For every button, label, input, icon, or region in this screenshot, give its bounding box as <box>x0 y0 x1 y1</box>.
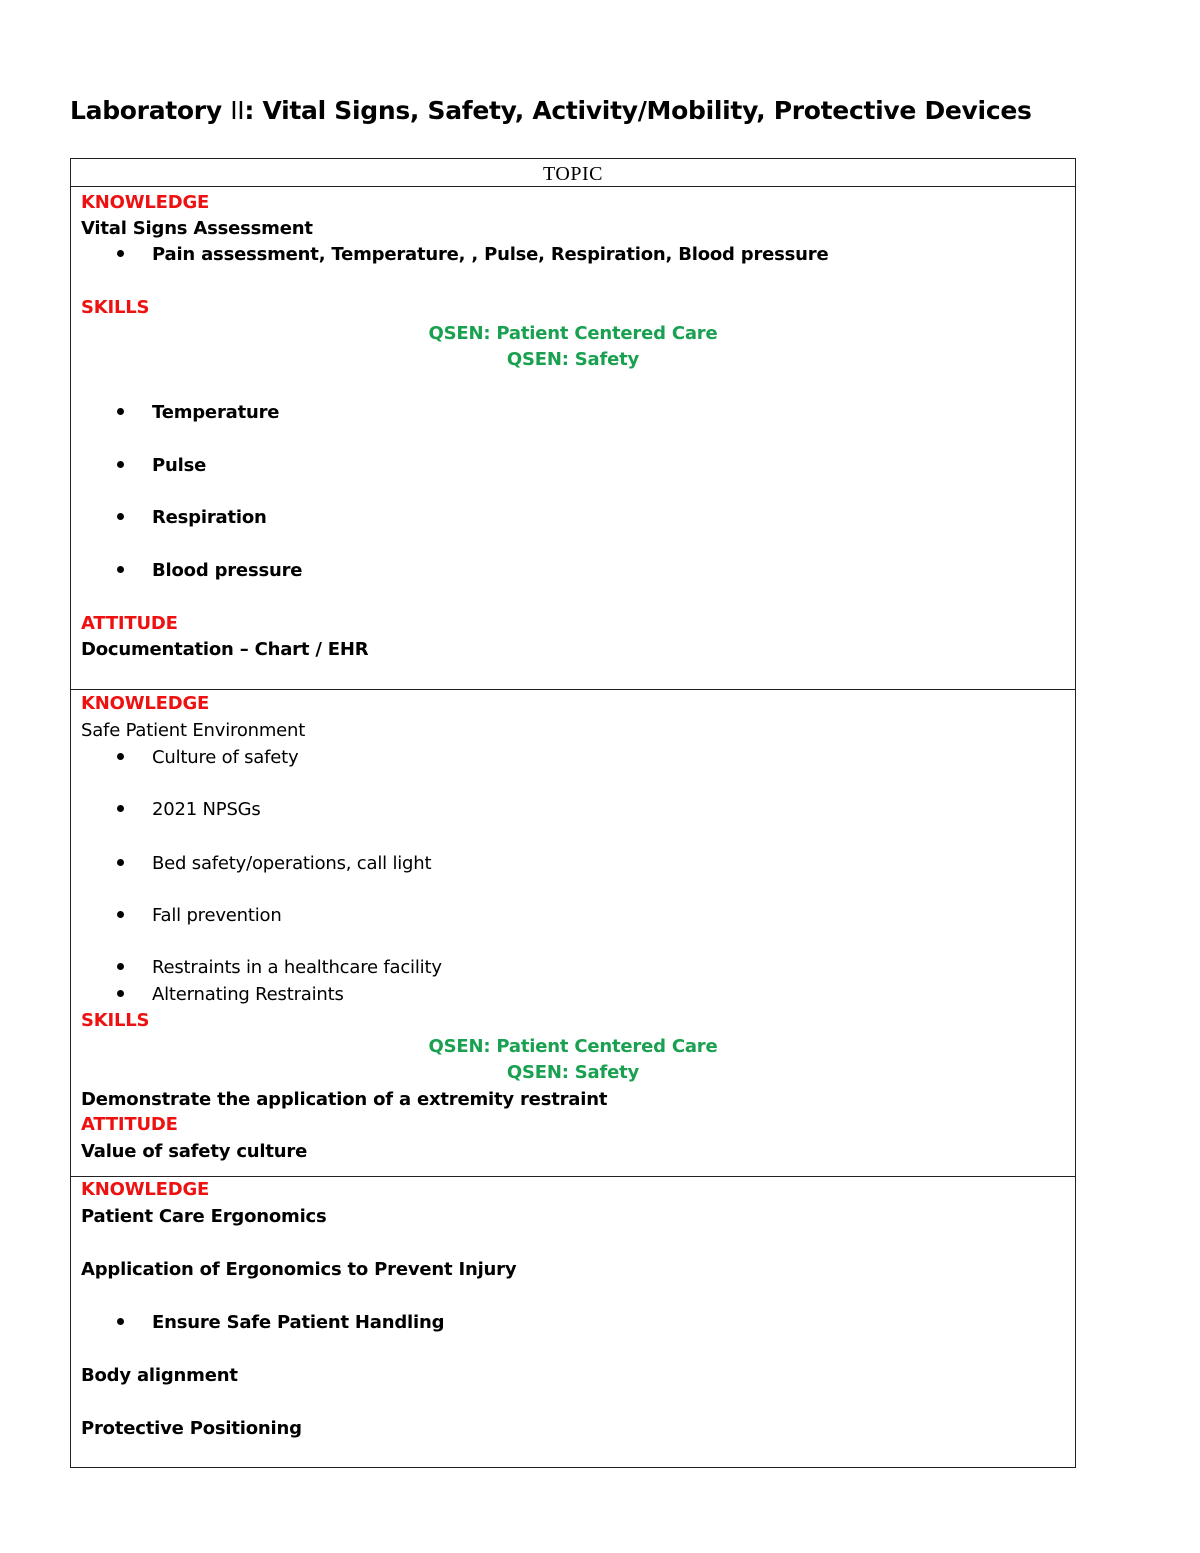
bullet-icon <box>117 566 124 573</box>
table-row-safety <box>71 689 1075 1176</box>
knowledge-bullet: Restraints in a healthcare facility <box>117 956 442 980</box>
knowledge-label: KNOWLEDGE <box>81 1179 210 1200</box>
bullet-icon <box>117 250 124 257</box>
bullet-icon <box>117 513 124 520</box>
protective-positioning-text: Protective Positioning <box>81 1418 302 1439</box>
knowledge-heading: Safe Patient Environment <box>81 720 306 741</box>
skills-bullet: Blood pressure <box>117 559 302 583</box>
bullet-icon <box>117 461 124 468</box>
title-prefix: Laboratory <box>70 96 231 125</box>
skills-label: SKILLS <box>81 1010 150 1031</box>
skills-bullet: Pulse <box>117 454 206 478</box>
bullet-icon <box>117 963 124 970</box>
skills-text: Demonstrate the application of a extremity restraint <box>81 1089 608 1110</box>
skills-bullet: Respiration <box>117 506 267 530</box>
body-alignment-text: Body alignment <box>81 1365 238 1386</box>
knowledge-heading: Vital Signs Assessment <box>81 218 313 239</box>
title-roman-numeral: II <box>230 96 245 125</box>
knowledge-bullet: 2021 NPSGs <box>117 798 261 822</box>
knowledge-bullet: Ensure Safe Patient Handling <box>117 1311 444 1335</box>
table-row-ergonomics <box>71 1176 1075 1467</box>
bullet-icon <box>117 1318 124 1325</box>
knowledge-label: KNOWLEDGE <box>81 192 210 213</box>
bullet-icon <box>117 911 124 918</box>
bullet-icon <box>117 859 124 866</box>
qsen-safety: QSEN: Safety <box>506 349 640 370</box>
attitude-text: Value of safety culture <box>81 1141 308 1162</box>
knowledge-heading: Patient Care Ergonomics <box>81 1206 327 1227</box>
qsen-safety: QSEN: Safety <box>506 1062 640 1083</box>
skills-label: SKILLS <box>81 297 150 318</box>
attitude-text: Documentation – Chart / EHR <box>81 639 369 660</box>
title-rest: : Vital Signs, Safety, Activity/Mobility, Protective Devices <box>244 96 1032 125</box>
bullet-icon <box>117 805 124 812</box>
bullet-icon <box>117 990 124 997</box>
knowledge-bullet: Fall prevention <box>117 904 282 928</box>
attitude-label: ATTITUDE <box>81 613 178 634</box>
document-title <box>70 96 1032 125</box>
bullet-icon <box>117 753 124 760</box>
qsen-patient-centered-care: QSEN: Patient Centered Care <box>428 323 718 344</box>
qsen-patient-centered-care: QSEN: Patient Centered Care <box>428 1036 718 1057</box>
table-header: TOPIC <box>71 159 1075 187</box>
knowledge-bullet: Culture of safety <box>117 746 298 770</box>
skills-bullet: Temperature <box>117 401 279 425</box>
attitude-label: ATTITUDE <box>81 1114 178 1135</box>
knowledge-bullet: Alternating Restraints <box>117 983 344 1007</box>
bullet-icon <box>117 408 124 415</box>
table-row-vital-signs <box>71 187 1075 689</box>
knowledge-bullet: Pain assessment, Temperature, , Pulse, Respiration, Blood pressure <box>117 243 828 267</box>
knowledge-bullet: Bed safety/operations, call light <box>117 852 431 876</box>
subheading: Application of Ergonomics to Prevent Injury <box>81 1259 517 1280</box>
topic-table <box>70 158 1076 1468</box>
knowledge-label: KNOWLEDGE <box>81 693 210 714</box>
